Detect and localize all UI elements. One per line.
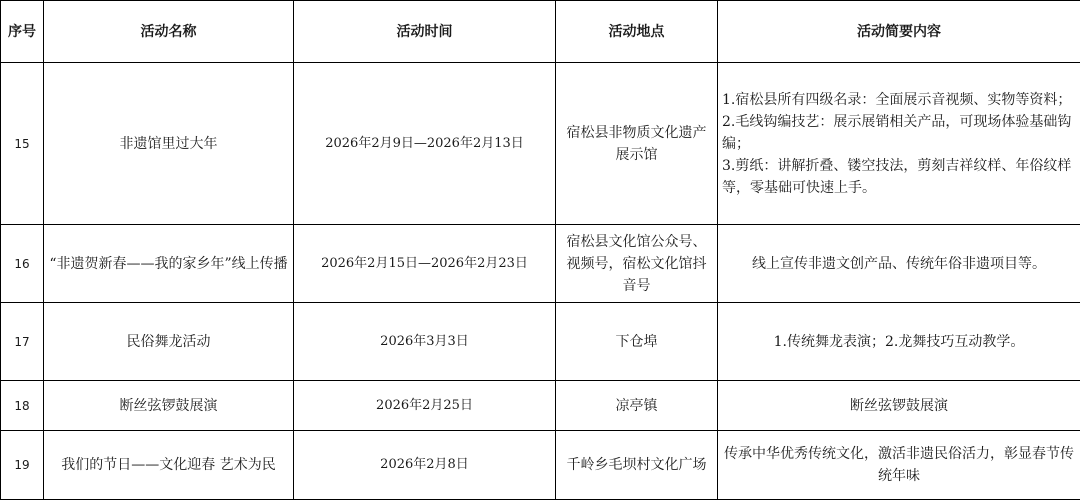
content-line: 1.传统舞龙表演；2.龙舞技巧互动教学。 — [722, 331, 1076, 353]
row-location: 宿松县文化馆公众号、视频号，宿松文化馆抖音号 — [556, 225, 718, 303]
row-content — [718, 63, 1080, 225]
row-index: 17 — [1, 303, 44, 381]
row-index: 15 — [1, 63, 44, 225]
row-name: 我们的节日——文化迎春 艺术为民 — [44, 431, 294, 500]
header-location: 活动地点 — [556, 1, 718, 63]
content-line: 线上宣传非遗文创产品、传统年俗非遗项目等。 — [722, 253, 1076, 275]
row-content — [718, 381, 1080, 431]
row-name: 民俗舞龙活动 — [44, 303, 294, 381]
row-time: 2026年2月25日 — [294, 381, 556, 431]
row-name: 非遗馆里过大年 — [44, 63, 294, 225]
content-line: 2.毛线钩编技艺：展示展销相关产品，可现场体验基础钩编； — [722, 111, 1076, 155]
row-name: “非遗贺新春——我的家乡年”线上传播 — [44, 225, 294, 303]
content-line: 3.剪纸：讲解折叠、镂空技法，剪刻吉祥纹样、年俗纹样等，零基础可快速上手。 — [722, 155, 1076, 199]
table-row — [1, 225, 1080, 303]
row-time: 2026年2月15日—2026年2月23日 — [294, 225, 556, 303]
header-index: 序号 — [1, 1, 44, 63]
header-name: 活动名称 — [44, 1, 294, 63]
table-row — [1, 303, 1080, 381]
header-time: 活动时间 — [294, 1, 556, 63]
table-row — [1, 63, 1080, 225]
table-header-row — [1, 1, 1080, 63]
table-row — [1, 381, 1080, 431]
row-time: 2026年2月9日—2026年2月13日 — [294, 63, 556, 225]
row-content — [718, 303, 1080, 381]
row-content — [718, 225, 1080, 303]
row-location: 凉亭镇 — [556, 381, 718, 431]
header-content: 活动简要内容 — [718, 1, 1080, 63]
content-line: 1.宿松县所有四级名录：全面展示音视频、实物等资料； — [722, 89, 1076, 111]
row-content — [718, 431, 1080, 500]
row-index: 19 — [1, 431, 44, 500]
content-line: 传承中华优秀传统文化，激活非遗民俗活力，彰显春节传统年味 — [722, 443, 1076, 487]
row-location: 千岭乡毛坝村文化广场 — [556, 431, 718, 500]
row-index: 16 — [1, 225, 44, 303]
row-time: 2026年3月3日 — [294, 303, 556, 381]
content-line: 断丝弦锣鼓展演 — [722, 395, 1076, 417]
row-index: 18 — [1, 381, 44, 431]
row-location: 宿松县非物质文化遗产展示馆 — [556, 63, 718, 225]
row-location: 下仓埠 — [556, 303, 718, 381]
row-name: 断丝弦锣鼓展演 — [44, 381, 294, 431]
row-time: 2026年2月8日 — [294, 431, 556, 500]
table-row — [1, 431, 1080, 500]
